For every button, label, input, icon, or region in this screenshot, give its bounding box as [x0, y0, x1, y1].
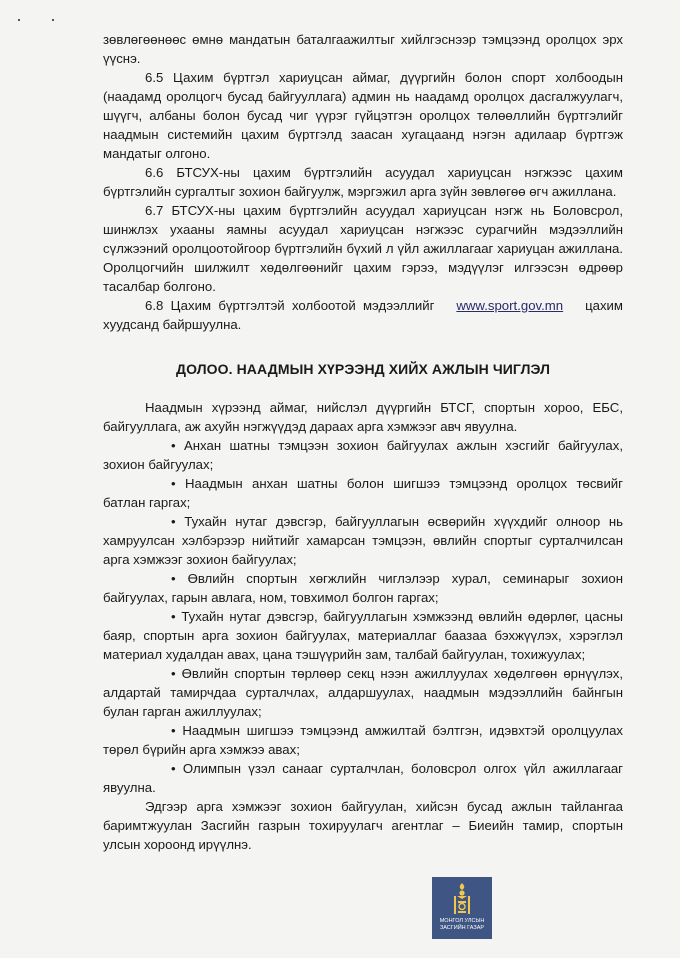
paragraph-6-7: 6.7 БТСУХ-ны цахим бүртгэлийн асуудал хариуцсан нэгж нь Боловсрол, шинжлэх ухааны яамны асуудал хариуцсан нэгжээс сурагчийн мэдээллийн сүлжээний оролцоотойгоор бүртгэлийн бүхий л үйл ажиллагааг хариуцан ажиллана. Оролцогчийн шилжилт хөдөлгөөнийг цахим гэрээ, мэдүүлэг илгээсэн өдрөөр тасалбар болгоно.	[103, 203, 623, 294]
soyombo-emblem-icon	[450, 882, 474, 916]
section-title: ДОЛОО. НААДМЫН ХҮРЭЭНД ХИЙХ АЖЛЫН ЧИГЛЭЛ	[176, 361, 550, 377]
paragraph-6-8-tail: цахим хуудсанд байршуулна.	[103, 298, 623, 332]
section-intro: Наадмын хүрээнд аймаг, нийслэл дүүргийн БТСГ, спортын хороо, ЕБС, байгууллага, аж ахуйн нэгжүүдэд дараах арга хэмжээг авч явуулна.	[103, 400, 623, 434]
bullet-item: • Тухайн нутаг дэвсгэр, байгууллагын өсвөрийн хүүхдийг олноор нь хамруулсан хэлбэрээр нийтийг хамарсан тэмцээн, өвлийн спортыг сурталчилсан арга хэмжээг зохион байгуулах;	[103, 514, 623, 567]
document-body	[103, 30, 623, 854]
section-closing: Эдгээр арга хэмжээг зохион байгуулан, хийсэн бусад ажлын тайлангаа баримтжуулан Засгийн газрын тохируулагч агентлаг – Биеийн тамир, спортын улсын хороонд ирүүлнэ.	[103, 799, 623, 852]
bullet-item: • Өвлийн спортын төрлөөр секц нээн ажиллуулах хөдөлгөөн өрнүүлэх, алдартай тамирчдаа сурталчлах, алдаршуулах, наадмын мэдээллийн байнгын булан гарган ажиллуулах;	[103, 666, 623, 719]
bullet-item: • Наадмын шигшээ тэмцээнд амжилтай бэлтгэн, идэвхтэй оролцуулах төрөл бүрийн арга хэмжээ авах;	[103, 723, 623, 757]
scan-speck	[18, 19, 20, 21]
paragraph-6-5: 6.5 Цахим бүртгэл хариуцсан аймаг, дүүргийн болон спорт холбоодын (наадамд оролцогч бусад байгууллага) админ нь наадамд оролцох дасгалжуулагч, шүүгч, албаны болон бусад чиг үүрэг гүйцэтгэн оролцох төлөөллийн бүртгэлийг наадмын системийн цахим бүртгэлд заасан хугацаанд нэгэн адилаар бүртгэж мандатыг олгоно.	[103, 70, 623, 161]
scan-speck	[52, 19, 54, 21]
bullet-item: • Анхан шатны тэмцээн зохион байгуулах ажлын хэсгийг байгуулах, зохион байгуулах;	[103, 438, 623, 472]
bullet-item: • Наадмын анхан шатны болон шигшээ тэмцээнд оролцох төсвийг батлан гаргах;	[103, 476, 623, 510]
government-stamp	[432, 877, 492, 939]
bullet-item: • Тухайн нутаг дэвсгэр, байгууллагын хэмжээнд өвлийн өдөрлөг, цасны баяр, спортын арга зохион байгуулах, материаллаг баазаа бэхжүүлэх, хэрэглэл материал худалдан авах, цана тэшүүрийн зам, талбай байгуулан, тохижуулах;	[103, 609, 623, 662]
sport-website-link[interactable]: www.sport.gov.mn	[456, 298, 564, 313]
paragraph-6-8	[103, 296, 623, 334]
stamp-line-1: МОНГОЛ УЛСЫН	[439, 918, 485, 924]
bullet-item: • Олимпын үзэл санааг сурталчлан, боловсрол олгох үйл ажиллагааг явуулна.	[103, 761, 623, 795]
bullet-item: • Өвлийн спортын хөгжлийн чиглэлээр хурал, семинарыг зохион байгуулах, гарын авлага, ном, товхимол болгон гаргах;	[103, 571, 623, 605]
stamp-line-2: ЗАСГИЙН ГАЗАР	[439, 924, 485, 931]
paragraph-6-6: 6.6 БТСУХ-ны цахим бүртгэлийн асуудал хариуцсан нэгжээс цахим бүртгэлийн сургалтыг зохион байгуулж, мэргэжил арга зүйн зөвлөгөө өгч ажиллана.	[103, 165, 623, 199]
paragraph-6-8-text: 6.8 Цахим бүртгэлтэй холбоотой мэдээллийг	[145, 298, 435, 313]
paragraph-continued: зөвлөгөөнөөс өмнө мандатын баталгаажилтыг хийлгэснээр тэмцээнд оролцох эрх үүснэ.	[103, 32, 623, 66]
